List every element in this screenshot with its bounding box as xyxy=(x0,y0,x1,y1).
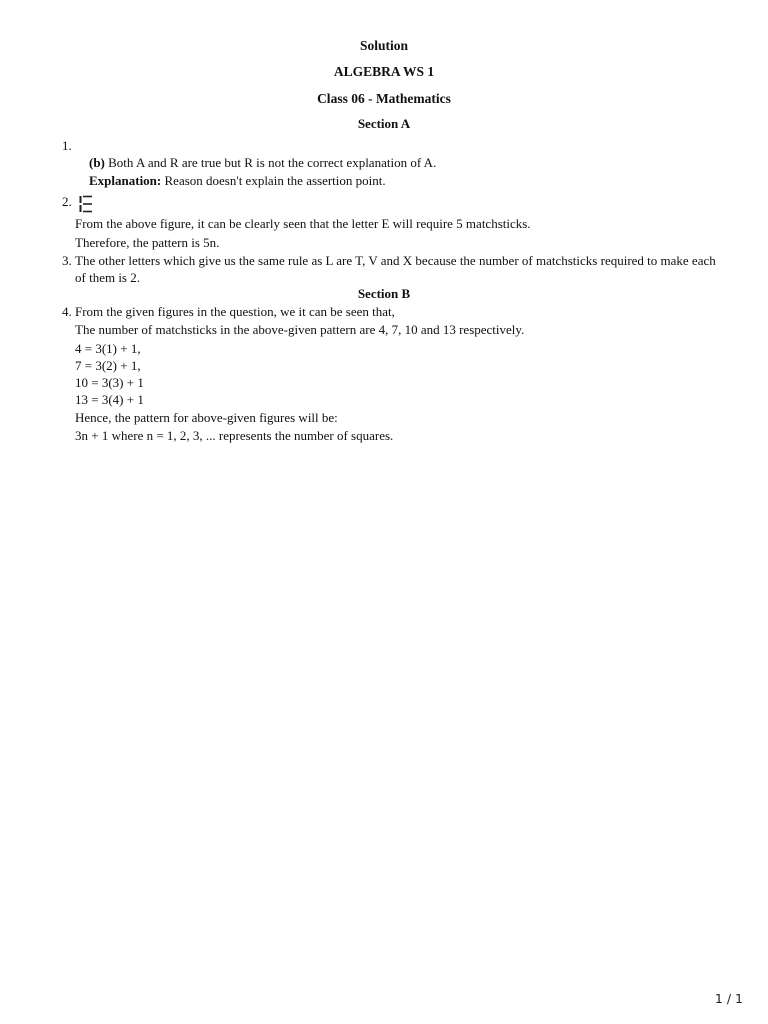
question-2-line-2: Therefore, the pattern is 5n. xyxy=(75,235,220,250)
answer-text: Both A and R are true but R is not the correct explanation of A. xyxy=(104,155,437,170)
equation-3: 10 = 3(3) + 1 xyxy=(75,375,144,390)
question-4-number: 4. xyxy=(62,304,72,319)
equation-2: 7 = 3(2) + 1, xyxy=(75,358,141,373)
question-3-number: 3. xyxy=(62,253,72,268)
question-4-line-1: From the given figures in the question, we it can be seen that, xyxy=(75,304,395,319)
section-b-heading: Section B xyxy=(357,286,411,301)
answer-option-label: (b) xyxy=(89,155,105,170)
solution-heading: Solution xyxy=(359,38,409,53)
question-2-line-1: From the above figure, it can be clearly seen that the letter E will require 5 matchsticks. xyxy=(75,216,531,231)
matchstick-letter-e-icon xyxy=(78,195,94,213)
class-subtitle: Class 06 - Mathematics xyxy=(317,91,451,106)
explanation-text: Reason doesn't explain the assertion point. xyxy=(161,173,386,188)
question-1-explanation xyxy=(89,172,386,189)
explanation-label: Explanation: xyxy=(89,173,162,188)
question-3-text: The other letters which give us the same rule as L are T, V and X because the number of matchsticks required to make each of them is 2. xyxy=(75,253,716,285)
page-number: 1 / 1 xyxy=(714,991,743,1006)
section-a-heading: Section A xyxy=(357,116,411,131)
question-1-number: 1. xyxy=(62,138,72,153)
equation-1: 4 = 3(1) + 1, xyxy=(75,341,141,356)
equation-4: 13 = 3(4) + 1 xyxy=(75,392,144,407)
question-4-line-4: 3n + 1 where n = 1, 2, 3, ... represents the number of squares. xyxy=(75,428,394,443)
worksheet-title: ALGEBRA WS 1 xyxy=(333,64,435,79)
question-4-line-2: The number of matchsticks in the above-given pattern are 4, 7, 10 and 13 respectively. xyxy=(75,322,525,337)
question-2-number: 2. xyxy=(62,194,72,209)
question-4-line-3: Hence, the pattern for above-given figures will be: xyxy=(75,410,338,425)
question-1-answer xyxy=(89,154,436,171)
